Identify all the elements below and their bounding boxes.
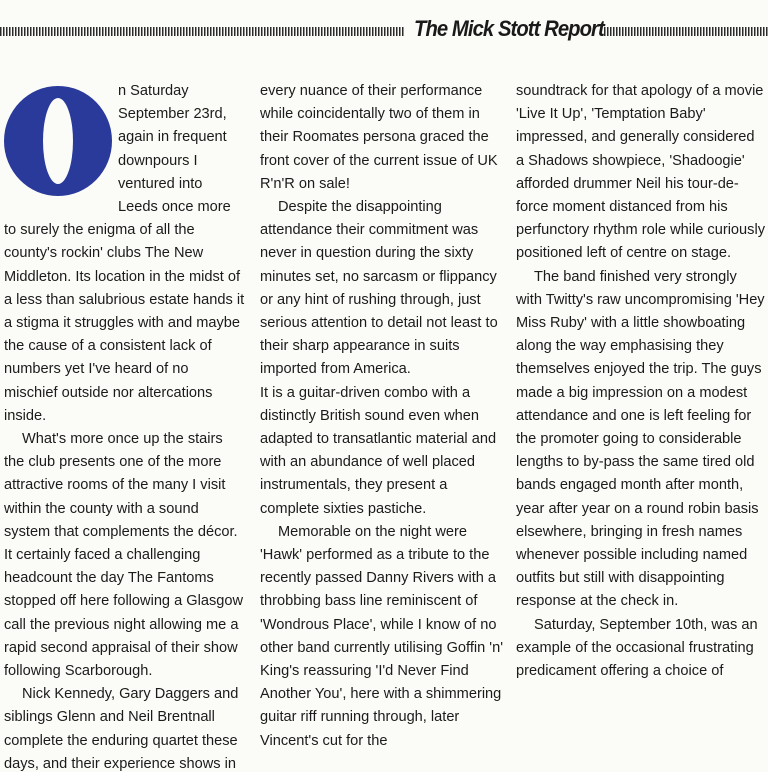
- paragraph: every nuance of their performance while coincidentally two of them in their Roomates persona graced the front cover of the current issue of UK R'n'R on sale!: [260, 83, 498, 192]
- article-column-2: [260, 80, 506, 753]
- paragraph: Memorable on the night were 'Hawk' performed as a tribute to the recently passed Danny Rivers with a throbbing bass line reminiscent of 'Wondrous Place', while I know of no other band currently utilising Goffin 'n' King's reassuring 'I'd Never Find Another You', here with a shimmering guitar riff running through, later Vincent's cut for the: [260, 523, 503, 749]
- drop-cap: [4, 85, 112, 197]
- article-column-1: [4, 80, 246, 772]
- paragraph: soundtrack for that apology of a movie 'Live It Up', 'Temptation Baby' impressed, and generally considered a Shadows showpiece, 'Shadoogie' afforded drummer Neil his tour-de-force moment distanced from his perfunctory rhythm role while curiously positioned left of centre on stage.: [516, 83, 765, 262]
- page-header: [0, 14, 768, 48]
- paragraph: Saturday, September 10th, was an example of the occasional frustrating predicament offering a choice of: [516, 616, 758, 680]
- header-title: The Mick Stott Report: [414, 16, 604, 41]
- paragraph: Despite the disappointing attendance their commitment was never in question during the sixty minutes set, no sarcasm or flippancy or any hint of rushing through, just serious attention to detail not least to their sharp appearance in suits imported from America.: [260, 199, 498, 378]
- article-column-3: [516, 80, 766, 683]
- paragraph: n Saturday September 23rd, again in frequent downpours I ventured into Leeds once more to surely the enigma of all the county's rockin' clubs The New Middleton. Its location in the midst of a less than salubrious estate hands it a stigma it struggles with and maybe the cause of a consistent lack of numbers yet I've heard of no mischief outside nor altercations inside.: [4, 83, 245, 424]
- paragraph: It is a guitar-driven combo with a distinctly British sound even when adapted to transatlantic material and with an abundance of well placed instrumentals, they present a complete sixties pastiche.: [260, 384, 497, 517]
- paragraph: The band finished very strongly with Twitty's raw uncompromising 'Hey Miss Ruby' with a little showboating along the way emphasising they themselves enjoyed the trip. The guys made a big impression on a modest attendance and one is left feeling for the promoter going to considerable lengths to by-pass the same tired old bands engaged month after month, year after year on a round robin basis elsewhere, bringing in fresh names whenever possible including named outfits but still with disappointing response at the check in.: [516, 268, 765, 610]
- drop-cap-letter-o: [4, 85, 112, 197]
- paragraph: Nick Kennedy, Gary Daggers and siblings Glenn and Neil Brentnall complete the enduring quartet these days, and their experience shows in: [4, 686, 239, 772]
- header-rule-left: [0, 27, 404, 36]
- paragraph: What's more once up the stairs the club presents one of the more attractive rooms of the many I visit within the county with a sound system that complements the décor. It certainly faced a challenging headcount the day The Fantoms stopped off here following a Glasgow call the previous night allowing me a rapid second appraisal of their show following Scarborough.: [4, 431, 244, 680]
- header-rule-right: [604, 27, 768, 36]
